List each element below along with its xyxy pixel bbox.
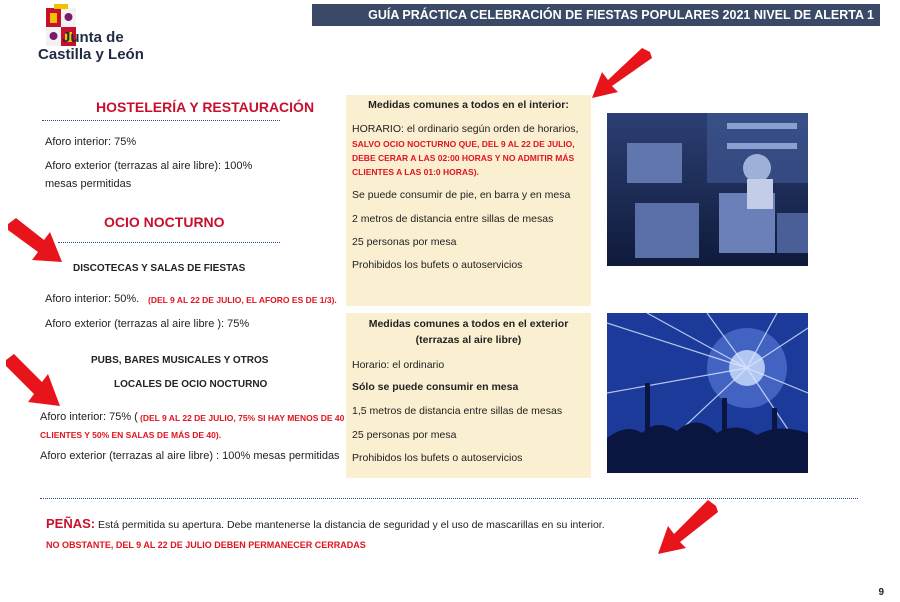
red-arrow-icon xyxy=(6,216,64,268)
hosteleria-divider xyxy=(42,120,280,121)
discotecas-aforo-exterior: Aforo exterior (terrazas al aire libre ): 75% xyxy=(45,318,250,330)
interior-item: 2 metros de distancia entre sillas de mesas xyxy=(352,213,554,225)
red-arrow-icon xyxy=(656,500,720,556)
hosteleria-aforo-exterior-2: mesas permitidas xyxy=(45,178,132,190)
page-number: 9 xyxy=(878,587,884,598)
penas-text: Está permitida su apertura. Debe mantenerse la distancia de seguridad y el uso de mascarillas en su interior. xyxy=(95,519,605,531)
interior-item: Se puede consumir de pie, en barra y en mesa xyxy=(352,189,571,201)
ocio-divider xyxy=(58,242,280,243)
exterior-bold-item: Sólo se puede consumir en mesa xyxy=(352,381,519,393)
interior-horario-red-1: SALVO OCIO NOCTURNO QUE, DEL 9 AL 22 DE JULIO, xyxy=(352,139,575,149)
red-arrow-icon xyxy=(4,352,62,410)
document-header: GUÍA PRÁCTICA CELEBRACIÓN DE FIESTAS POPULARES 2021 NIVEL DE ALERTA 1 xyxy=(312,4,880,26)
interior-horario-red-2: DEBE CERAR A LAS 02:00 HORAS Y NO ADMITIR MÁS xyxy=(352,153,575,163)
penas-paragraph xyxy=(46,516,605,531)
pubs-title-2: LOCALES DE OCIO NOCTURNO xyxy=(114,379,268,390)
penas-divider xyxy=(40,498,858,499)
logo-line-1: Junta de xyxy=(62,29,124,46)
discotecas-aforo-note: (DEL 9 AL 22 DE JULIO, EL AFORO ES DE 1/3). xyxy=(148,295,337,305)
interior-panel-title: Medidas comunes a todos en el interior: xyxy=(368,99,569,111)
hosteleria-aforo-interior: Aforo interior: 75% xyxy=(45,136,137,148)
exterior-item: 1,5 metros de distancia entre sillas de mesas xyxy=(352,405,563,417)
logo-line-2: Castilla y León xyxy=(38,46,144,63)
ocio-title: OCIO NOCTURNO xyxy=(104,214,225,230)
exterior-panel-title-2: (terrazas al aire libre) xyxy=(415,334,522,346)
discotecas-title: DISCOTECAS Y SALAS DE FIESTAS xyxy=(73,263,246,274)
penas-label: PEÑAS: xyxy=(46,516,96,531)
pubs-aforo-interior: Aforo interior: 75% ( xyxy=(40,411,138,423)
red-arrow-icon xyxy=(590,48,654,100)
bar-interior-photo xyxy=(607,113,808,266)
interior-horario: HORARIO: el ordinario según orden de horarios, xyxy=(352,123,579,135)
interior-horario-red-3: CLIENTES A LAS 01:0 HORAS). xyxy=(352,167,479,177)
exterior-item: Prohibidos los bufets o autoservicios xyxy=(352,452,523,464)
exterior-panel-title-1: Medidas comunes a todos en el exterior xyxy=(368,318,569,330)
pubs-aforo-exterior: Aforo exterior (terrazas al aire libre) : 100% mesas permitidas xyxy=(40,450,340,462)
exterior-horario: Horario: el ordinario xyxy=(352,359,445,371)
concert-crowd-photo xyxy=(607,313,808,473)
hosteleria-title: HOSTELERÍA Y RESTAURACIÓN xyxy=(96,99,315,115)
pubs-aforo-note-2: CLIENTES Y 50% EN SALAS DE MÁS DE 40). xyxy=(40,430,222,440)
penas-red-text: NO OBSTANTE, DEL 9 AL 22 DE JULIO DEBEN PERMANECER CERRADAS xyxy=(46,540,366,550)
hosteleria-aforo-exterior: Aforo exterior (terrazas al aire libre): 100% xyxy=(45,160,253,172)
interior-item: Prohibidos los bufets o autoservicios xyxy=(352,259,523,271)
interior-item: 25 personas por mesa xyxy=(352,236,457,248)
pubs-title-1: PUBS, BARES MUSICALES Y OTROS xyxy=(91,355,269,366)
pubs-aforo-note-1: (DEL 9 AL 22 DE JULIO, 75% SI HAY MENOS DE 40 xyxy=(140,413,345,423)
exterior-item: 25 personas por mesa xyxy=(352,429,457,441)
discotecas-aforo-interior: Aforo interior: 50%. xyxy=(45,293,140,305)
